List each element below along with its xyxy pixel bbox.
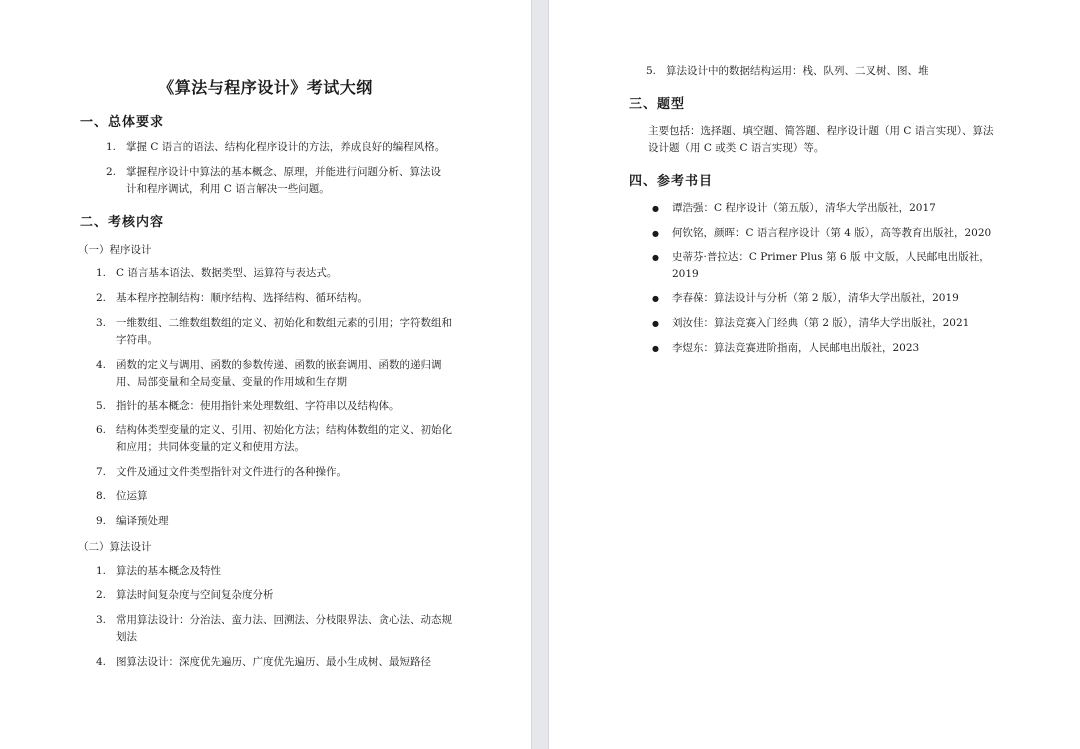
section-heading-content: 二、考核内容 [80, 215, 165, 230]
item-number: 2. [106, 166, 117, 178]
list-item [96, 513, 456, 530]
bullet-icon: ● [652, 344, 659, 353]
list-item [96, 422, 456, 456]
list-item [96, 464, 456, 481]
item-number: 4. [96, 656, 107, 668]
list-item [96, 612, 456, 646]
item-text: 算法时间复杂度与空间复杂度分析 [116, 589, 274, 601]
item-text: 掌握程序设计中算法的基本概念、原理，并能进行问题分析、算法设计和程序调试，利用 C 语言解决一些问题。 [126, 166, 441, 195]
item-text: 基本程序控制结构：顺序结构、选择结构、循环结构。 [116, 292, 368, 304]
item-number: 1. [96, 565, 107, 577]
reference-item [652, 290, 1004, 307]
reference-item [652, 249, 1004, 283]
item-text: 位运算 [116, 490, 148, 502]
item-number: 5. [646, 65, 657, 77]
question-types-paragraph: 主要包括：选择题、填空题、简答题、程序设计题（用 C 语言实现）、算法设计题（用 C 或类 C 语言实现）等。 [648, 125, 994, 154]
item-text: 结构体类型变量的定义、引用、初始化方法；结构体数组的定义、初始化和应用；共同体变量的定义和使用方法。 [116, 424, 452, 453]
reference-item [652, 315, 1004, 332]
reference-text: 李春葆：算法设计与分析（第 2 版），清华大学出版社，2019 [672, 292, 959, 304]
subsection-heading-programming: （一）程序设计 [78, 244, 152, 256]
page-gutter [531, 0, 549, 749]
item-number: 4. [96, 359, 107, 371]
item-number: 5. [96, 400, 107, 412]
item-text: 函数的定义与调用、函数的参数传递、函数的嵌套调用、函数的递归调用、局部变量和全局变量、变量的作用域和生存期 [116, 359, 442, 388]
reference-text: 史蒂芬·普拉达：C Primer Plus 第 6 版 中文版，人民邮电出版社，2019 [672, 251, 990, 280]
document-title: 《算法与程序设计》考试大纲 [158, 78, 373, 97]
item-text: 文件及通过文件类型指针对文件进行的各种操作。 [116, 466, 347, 478]
subsection-heading-algorithm: （二）算法设计 [78, 541, 152, 553]
bullet-icon: ● [652, 204, 659, 213]
reference-item [652, 340, 1004, 357]
list-item [96, 315, 456, 349]
item-text: 算法设计中的数据结构运用：栈、队列、二叉树、图、堆 [666, 65, 929, 77]
list-item [646, 63, 1006, 80]
list-item [96, 357, 456, 391]
section-heading-question-types: 三、题型 [629, 97, 686, 112]
reference-text: 谭浩强：C 程序设计（第五版），清华大学出版社，2017 [672, 202, 936, 214]
bullet-icon: ● [652, 253, 659, 262]
item-text: C 语言基本语法、数据类型、运算符与表达式。 [116, 267, 338, 279]
item-number: 3. [96, 614, 107, 626]
reference-text: 何钦铭，颜晖：C 语言程序设计（第 4 版），高等教育出版社，2020 [672, 227, 992, 239]
item-text: 图算法设计：深度优先遍历、广度优先遍历、最小生成树、最短路径 [116, 656, 431, 668]
item-number: 2. [96, 292, 107, 304]
bullet-icon: ● [652, 319, 659, 328]
item-number: 9. [96, 515, 107, 527]
bullet-icon: ● [652, 229, 659, 238]
item-text: 常用算法设计：分治法、蛮力法、回溯法、分枝限界法、贪心法、动态规划法 [116, 614, 452, 643]
list-item [96, 654, 456, 671]
reference-item [652, 200, 1004, 217]
reference-text: 刘汝佳：算法竞赛入门经典（第 2 版），清华大学出版社，2021 [672, 317, 970, 329]
item-number: 2. [96, 589, 107, 601]
document-page-right [549, 0, 1080, 749]
section-heading-references: 四、参考书目 [629, 174, 714, 189]
item-number: 3. [96, 317, 107, 329]
document-page-left [0, 0, 531, 749]
reference-item [652, 225, 1004, 242]
item-number: 1. [96, 267, 107, 279]
item-text: 算法的基本概念及特性 [116, 565, 221, 577]
list-item [96, 290, 456, 307]
item-number: 7. [96, 466, 107, 478]
item-number: 8. [96, 490, 107, 502]
reference-text: 李煜东：算法竞赛进阶指南，人民邮电出版社，2023 [672, 342, 920, 354]
item-text: 编译预处理 [116, 515, 169, 527]
item-text: 一维数组、二维数组数组的定义、初始化和数组元素的引用；字符数组和字符串。 [116, 317, 452, 346]
list-item [96, 488, 456, 505]
item-number: 1. [106, 141, 117, 153]
list-item [96, 563, 456, 580]
list-item [96, 587, 456, 604]
item-number: 6. [96, 424, 107, 436]
list-item [96, 265, 456, 282]
item-text: 掌握 C 语言的语法、结构化程序设计的方法，养成良好的编程风格。 [126, 141, 446, 153]
bullet-icon: ● [652, 294, 659, 303]
list-item [106, 164, 446, 198]
section-heading-general: 一、总体要求 [80, 115, 165, 130]
item-text: 指针的基本概念：使用指针来处理数组、字符串以及结构体。 [116, 400, 400, 412]
list-item [96, 398, 456, 415]
list-item [106, 139, 446, 156]
